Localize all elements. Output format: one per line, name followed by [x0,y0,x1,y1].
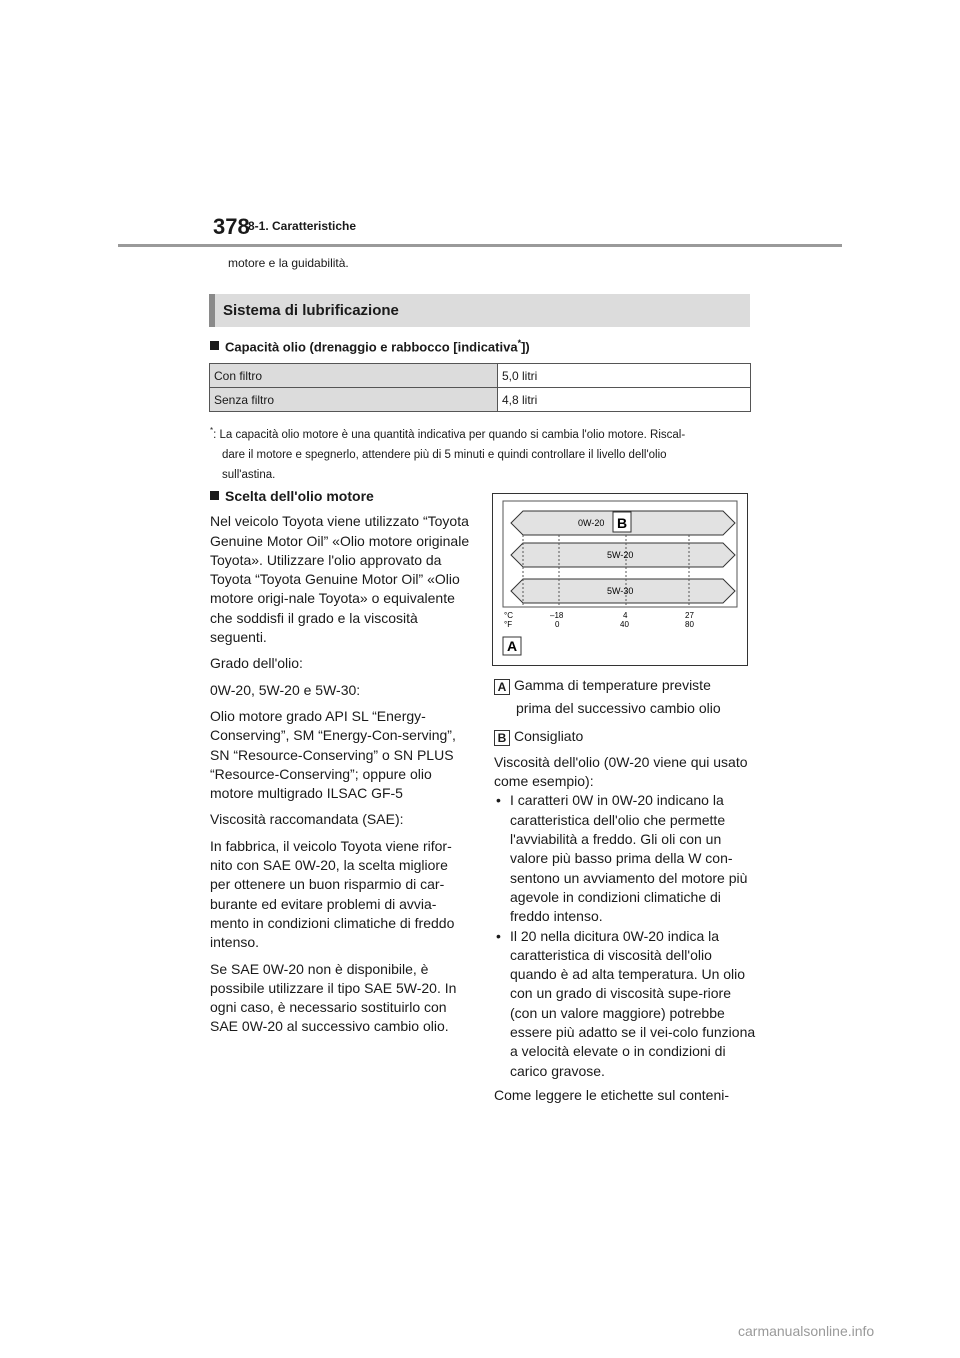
viscosity-chart [493,494,747,665]
label-a-icon: A [494,679,510,695]
viscosity-intro: Viscosità dell'olio (0W-20 viene qui usato come esempio): [494,753,748,790]
unit-f: °F [504,620,513,629]
header-divider [118,244,842,247]
section-title-accent [209,294,215,327]
paragraph: Se SAE 0W-20 non è disponibile, è possibile utilizzare il tipo SAE 5W-20. In ogni caso, è necessario sostituirlo con SAE 0W-20 al successivo cambio olio. [210,960,457,1035]
footnote-mark: * [210,426,214,435]
unit-c: °C [504,611,513,620]
temp-f: 80 [685,620,694,629]
capacity-title: Capacità olio (drenaggio e rabbocco [indicativa [225,339,518,355]
grade-label-5w30: 5W-30 [607,586,634,596]
viscosity-figure [492,493,748,666]
paragraph: Come leggere le etichette sul conteni- [494,1086,730,1103]
section-heading: 8-1. Caratteristiche [248,219,357,233]
table-row [210,388,751,412]
grade-label-5w20: 5W-20 [607,550,634,560]
footnote [210,421,752,485]
temp-f: 0 [555,620,560,629]
capacity-title-end: ]) [521,339,530,355]
temp-c: 4 [623,611,628,620]
table-cell-label: Con filtro [210,364,498,388]
list-item: • Il 20 nella dicitura 0W-20 indica la caratteristica di viscosità dell'olio quando è ad alta temperatura. Un olio con un grado di viscosità supe-riore (con un valore maggiore) potrebbe essere più adatto se il vei-colo funziona a velocità elevate o in condizioni di carico gravose. [494,927,756,1081]
section-title: Sistema di lubrificazione [223,302,399,319]
page-number: 378 [213,214,250,239]
paragraph: Olio motore grado API SL “Energy-Conserving”, SM “Energy-Con-serving”, SN “Resource-Conserving” o SN PLUS “Resource-Conserving”; oppure olio motore multigrado ILSAC GF-5 [210,707,456,802]
footnote-line: dare il motore e spegnerlo, attendere più di 5 minuti e quindi controllare il livello dell'olio [222,448,667,461]
list-item: • I caratteri 0W in 0W-20 indicano la caratteristica dell'olio che permette l'avviabilità a freddo. Gli oli con un valore più basso prima della W con-sentono un avviamento del motore più agevole in condizioni climatiche di freddo intenso. [494,791,756,926]
legend-a-text-cont: prima del successivo cambio olio [516,700,721,717]
paragraph: Viscosità raccomandata (SAE): [210,811,404,828]
temp-f: 40 [620,620,629,629]
paragraph: In fabbrica, il veicolo Toyota viene rifor-nito con SAE 0W-20, la scelta migliore per ottenere un buon risparmio di car-burante ed evitare problemi di avvia-mento in condizioni climatiche di freddo intenso. [210,837,455,951]
label-a: A [507,638,518,654]
viscosity-list [494,791,756,1080]
left-column [210,487,470,1044]
section-title-box [209,294,750,327]
paragraph: 0W-20, 5W-20 e 5W-30: [210,681,361,698]
label-b: B [617,515,628,531]
temp-c: –18 [550,611,564,620]
table-cell-label: Senza filtro [210,388,498,412]
continuation-text: motore e la guidabilità. [228,256,349,270]
capacity-subheading [210,338,530,354]
square-bullet-icon [210,341,219,350]
square-bullet-icon [210,491,219,500]
choice-title: Scelta dell'olio motore [225,488,374,504]
legend-a-text: Gamma di temperature previste [514,677,711,693]
table-cell-value: 4,8 litri [498,388,751,412]
choice-subheading [210,487,470,506]
legend-a [494,676,756,695]
label-b-icon: B [494,730,510,746]
paragraph: Nel veicolo Toyota viene utilizzato “Toyota Genuine Motor Oil” «Olio motore originale Toyota». Utilizzare l'olio approvato da Toyota “Toyota Genuine Motor Oil” «Olio motore origi-nale Toyota» o equivalente che soddisfi il grado e la viscosità seguenti. [210,513,470,646]
temp-c: 27 [685,611,694,620]
footnote-line: sull'astina. [222,468,276,481]
table-row [210,364,751,388]
right-column [494,676,756,1105]
capacity-title-sup: * [517,338,522,348]
paragraph: Grado dell'olio: [210,655,303,672]
table-cell-value: 5,0 litri [498,364,751,388]
legend-b-text: Consigliato [514,727,584,744]
watermark: carmanualsonline.info [738,1323,875,1339]
capacity-table [209,363,751,412]
grade-label-0w20: 0W-20 [578,518,605,528]
legend-b [494,727,756,746]
footnote-line: : La capacità olio motore è una quantità indicativa per quando si cambia l'olio motore. Riscal- [213,428,686,441]
